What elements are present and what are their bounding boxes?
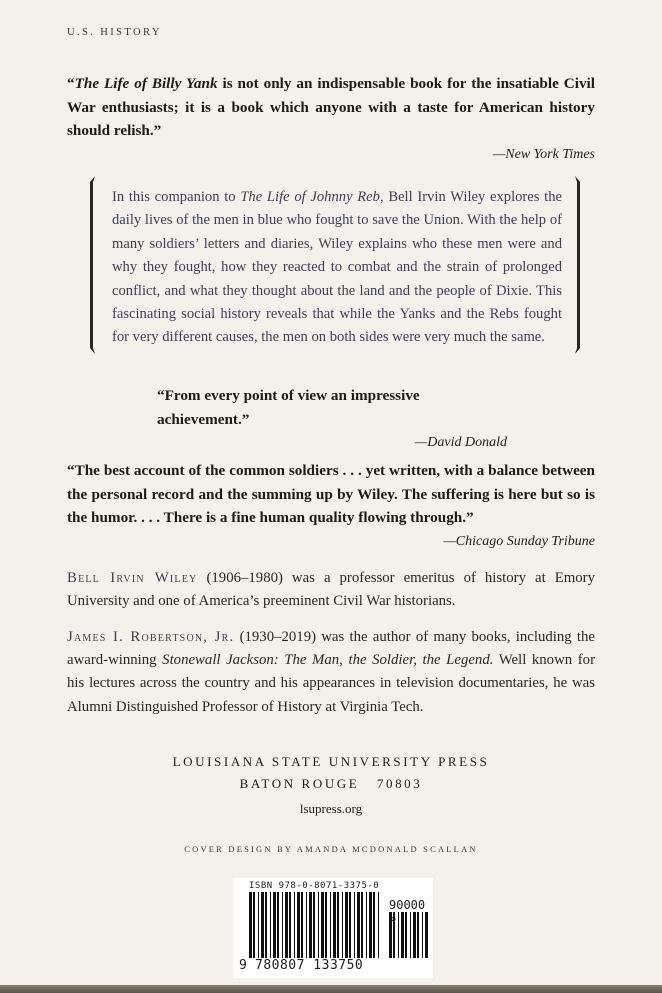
quote-text: is not only an indispensable book for the insatiable Civil War enthusiasts; it is a book which anyone with a taste for American history should relish.” — [67, 75, 595, 139]
blurb-text-1: In this companion to — [112, 189, 241, 205]
editor-name: James I. Robertson, Jr. — [67, 629, 235, 645]
author-name: Bell Irvin Wiley — [67, 570, 198, 586]
left-bracket-ornament — [88, 176, 98, 354]
quote-text: “The best account of the common soldiers . . . yet written, with a balance between the personal record and the summing up by Wiley. The suffering is here but so is the humor. . . . There is a fine human quality flowing through.” — [67, 462, 595, 526]
review-quote-chicago-tribune — [67, 459, 595, 553]
author-bio — [67, 567, 595, 613]
cover-design-credit: COVER DESIGN BY AMANDA MCDONALD SCALLAN — [184, 844, 478, 854]
quote-attribution: —Chicago Sunday Tribune — [443, 533, 595, 549]
barcode-lead-digit: 9 — [239, 958, 247, 973]
right-bracket-ornament — [572, 176, 582, 354]
isbn-barcode — [233, 878, 433, 978]
barcode-digits: 780807 133750 — [255, 958, 364, 973]
quote-text: “From every point of view an impressive achievement.” — [157, 387, 420, 428]
blurb-book-title: The Life of Johnny Reb, — [240, 189, 384, 205]
review-quote-new-york-times — [67, 72, 595, 166]
publisher-url[interactable]: lsupress.org — [299, 801, 363, 816]
category-label: U.S. HISTORY — [67, 27, 162, 38]
editor-book-title: Stonewall Jackson: The Man, the Soldier, the Legend. — [162, 652, 494, 669]
price-code: 90000 > — [389, 898, 426, 926]
publisher-city: BATON ROUGE 70803 — [239, 776, 423, 791]
isbn-label: ISBN 978-0-8071-3375-0 — [249, 881, 380, 891]
blurb-text-2: Bell Irvin Wiley explores the daily lives of the men in blue who fought to save the Union. With the help of many soldiers’ letters and diaries, Wiley explains who these men were and why they fought, how they reacted to combat and the strain of prolonged conflict, and what they thought about the land and the people of Dixie. This fascinating social history reveals that while the Yanks and the Rebs fought for very different causes, the men on both sides were very much the same. — [112, 189, 562, 346]
quote-book-title: The Life of Billy Yank — [74, 75, 218, 92]
bottom-edge-band — [0, 985, 662, 993]
quote-open-mark: “ — [67, 75, 75, 92]
editor-bio-text-2: Well known for his lectures across the country and his appearances in television documentaries, he was Alumni Distinguished Professor of History at Virginia Tech. — [67, 652, 596, 715]
publisher-name: LOUISIANA STATE UNIVERSITY PRESS — [172, 754, 490, 769]
book-description — [88, 176, 582, 354]
quote-attribution: —New York Times — [492, 146, 595, 162]
editor-bio-text-1: (1930–2019) was the author of many books, including the award-winning — [67, 629, 595, 669]
quote-attribution: —David Donald — [414, 435, 507, 450]
review-quote-david-donald — [157, 384, 507, 455]
editor-bio — [67, 626, 595, 719]
author-bio-text: (1906–1980) was a professor emeritus of history at Emory University and one of America’s preeminent Civil War historians. — [67, 570, 595, 610]
